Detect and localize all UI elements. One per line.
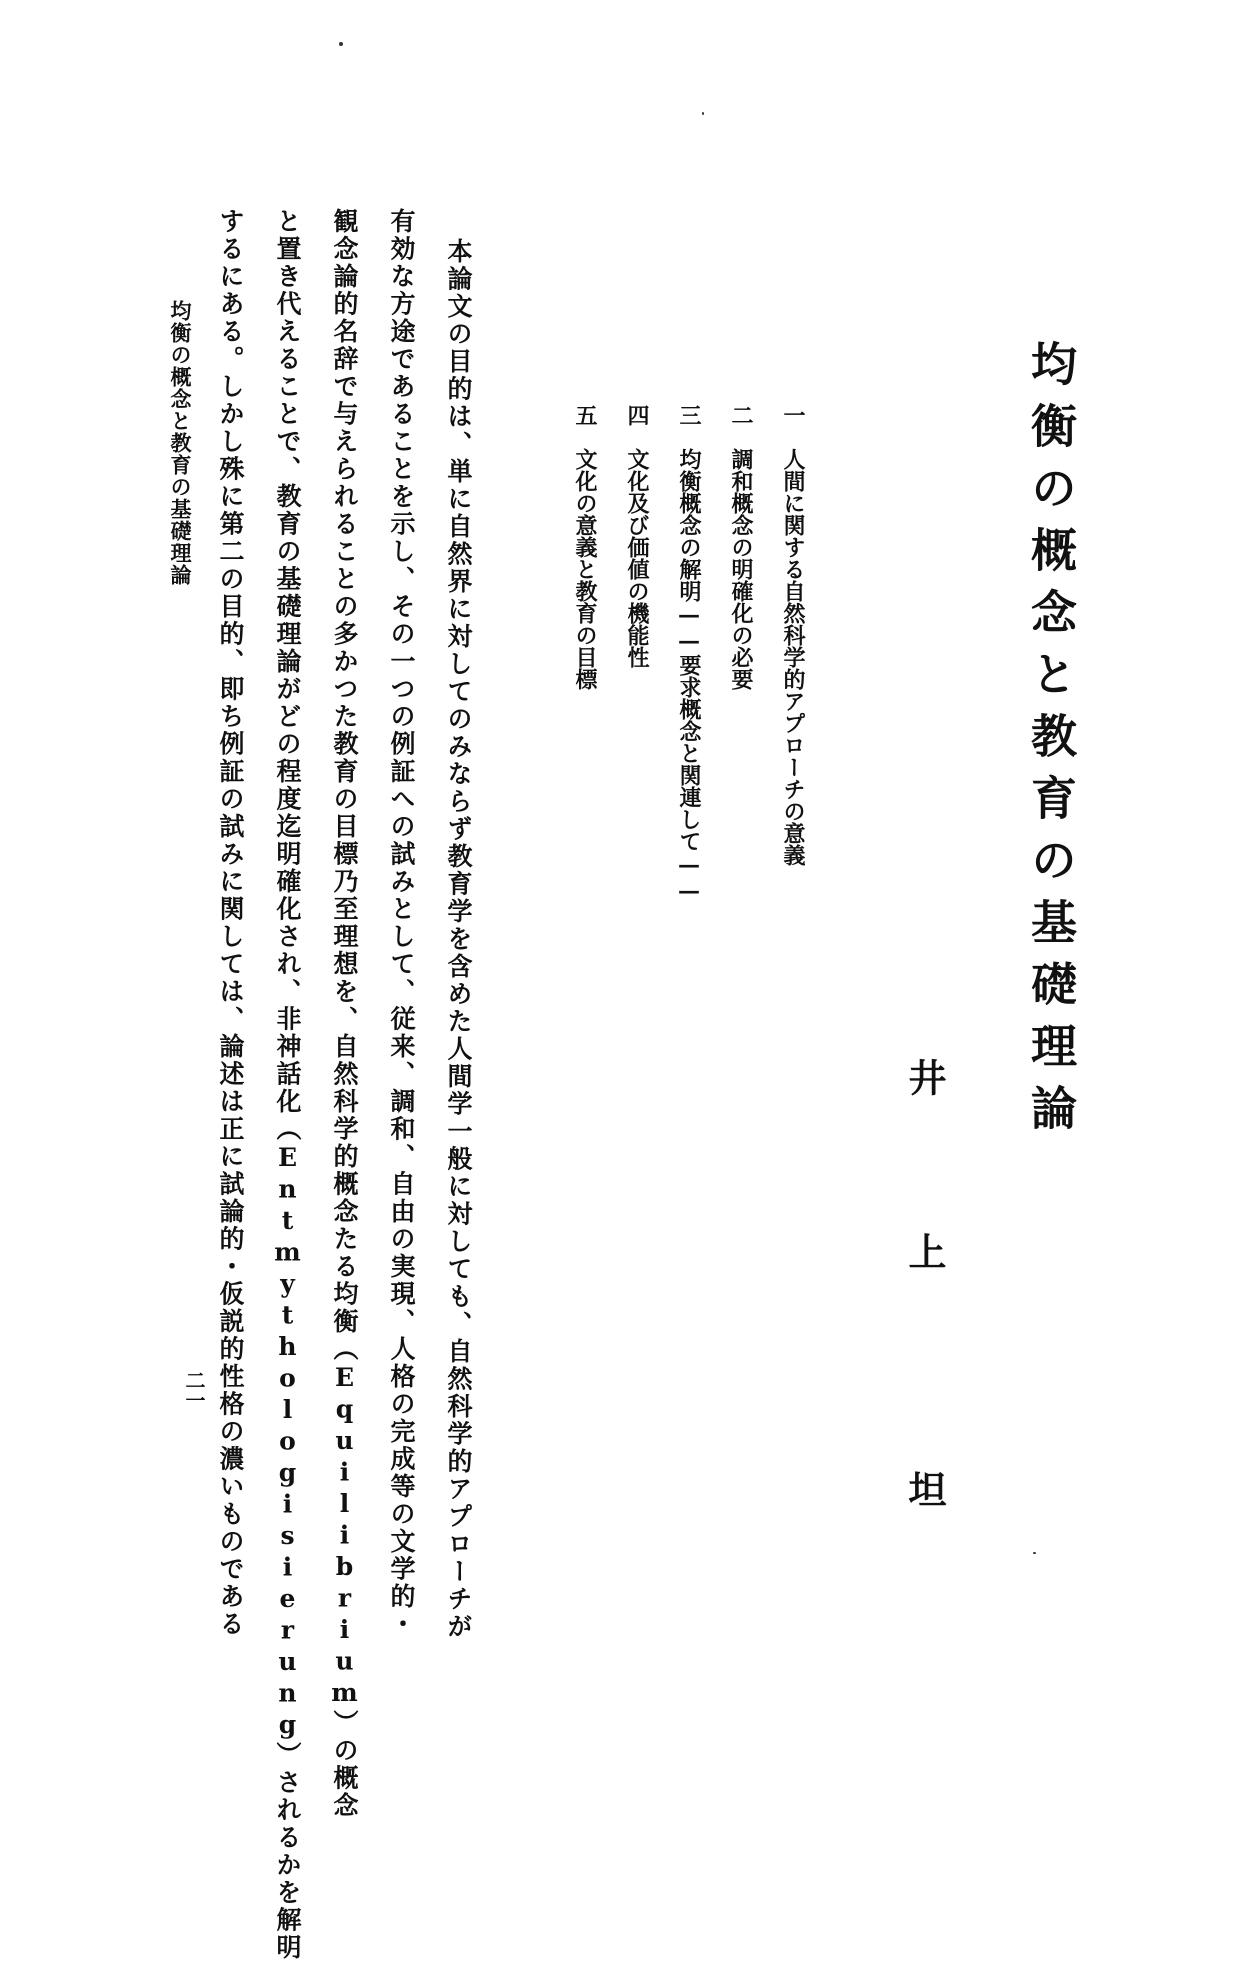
table-of-contents: [558, 404, 806, 1004]
body-text-line: と置き代えることで、教育の基礎理論がどの程度迄明確化され、非神話化（Entmythologisierung）されるかを解明: [273, 208, 302, 1962]
page-number: 二一: [182, 1370, 206, 1410]
toc-text: 調和概念の明確化の必要: [728, 448, 754, 690]
body-text-line: 観念論的名辞で与えられることの多かつた教育の目標乃至理想を、自然科学的概念たる均衡（Equilibrium）の概念: [330, 208, 359, 1820]
toc-text: 文化の意義と教育の目標: [572, 448, 598, 690]
scan-speck: [1033, 1552, 1036, 1554]
body-text-line: するにある。しかし殊に第二の目的、即ち例証の試みに関しては、論述は正に試論的・仮説的性格の濃いものである: [216, 208, 245, 1638]
scan-speck: [339, 42, 343, 46]
running-head: 均衡の概念と教育の基礎理論: [168, 300, 193, 586]
toc-number: 五: [572, 404, 598, 426]
author-name-char-1: 井: [902, 1058, 947, 1096]
toc-item: [626, 404, 648, 668]
toc-item: [678, 404, 700, 904]
toc-item: [782, 404, 804, 866]
body-text-line: 本論文の目的は、単に自然界に対してのみならず教育学を含めた人間学一般に対しても、自然科学的アプローチが: [444, 238, 473, 1641]
toc-text: 文化及び価値の機能性: [624, 448, 650, 668]
toc-text: 均衡概念の解明——要求概念と関連して——: [676, 448, 702, 904]
body-text-line: 有効な方途であることを示し、その一つの例証への試みとして、従来、調和、自由の実現、人格の完成等の文学的・: [387, 208, 416, 1638]
toc-number: 三: [676, 404, 702, 426]
toc-text: 人間に関する自然科学的アプローチの意義: [780, 448, 806, 866]
scan-speck: [702, 112, 704, 115]
author-name-char-3: 坦: [902, 1470, 947, 1508]
paper-title: 均衡の概念と教育の基礎理論: [1024, 340, 1078, 1146]
toc-number: 四: [624, 404, 650, 426]
toc-number: 二: [728, 404, 754, 426]
author-name-char-2: 上: [902, 1232, 947, 1270]
toc-number: 一: [780, 404, 806, 426]
toc-item: [574, 404, 596, 690]
toc-item: [730, 404, 752, 690]
